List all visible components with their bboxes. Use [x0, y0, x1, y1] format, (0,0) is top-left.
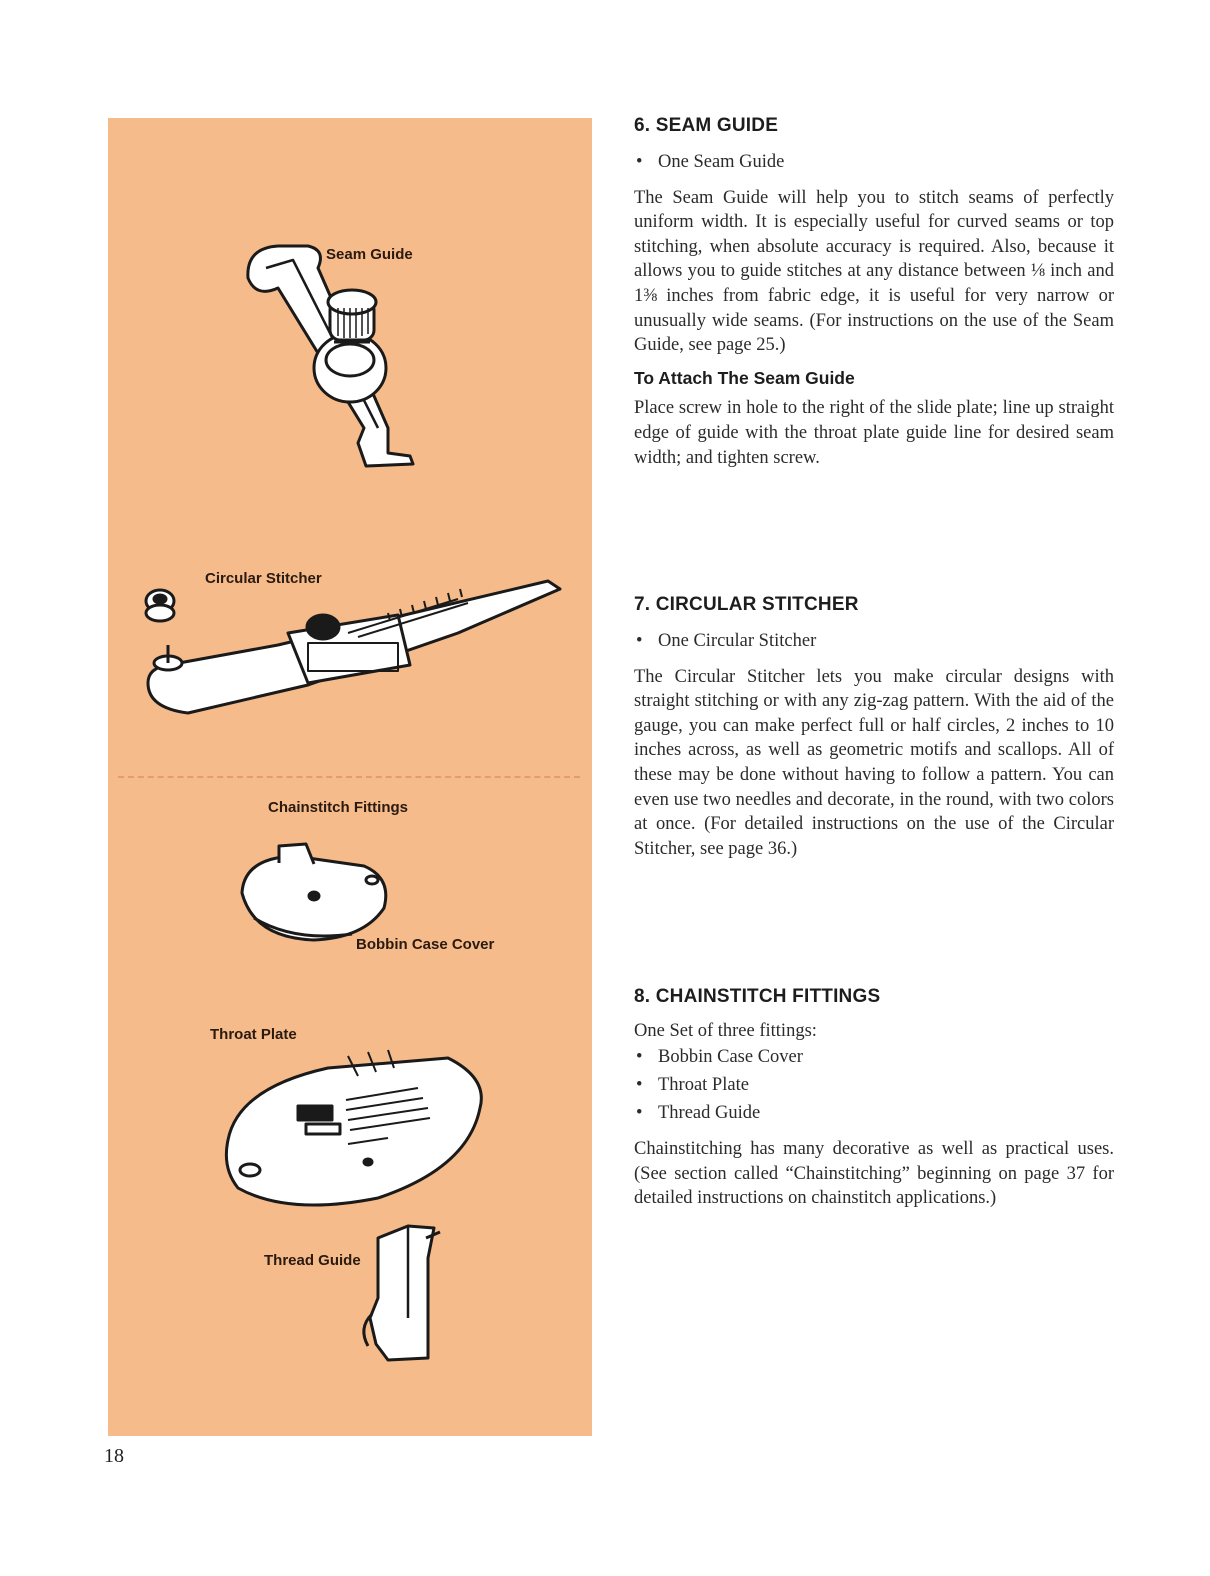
chainstitch-heading: 8. CHAINSTITCH FITTINGS [634, 986, 881, 1007]
circular-stitcher-bullets [634, 627, 1114, 655]
list-item: • Thread Guide [634, 1099, 1114, 1127]
circular-stitcher-caption: Circular Stitcher [205, 570, 322, 587]
seam-guide-heading: 6. SEAM GUIDE [634, 115, 779, 136]
list-item: • Throat Plate [634, 1071, 1114, 1099]
circular-stitcher-illustration [128, 573, 568, 723]
seam-guide-illustration [238, 238, 458, 478]
list-item: • One Circular Stitcher [634, 627, 1114, 655]
seam-guide-caption: Seam Guide [326, 246, 413, 263]
seam-guide-bullets [634, 148, 1114, 176]
chainstitch-bullets [634, 1043, 1114, 1127]
seam-guide-body: The Seam Guide will help you to stitch seams of perfectly uniform width. It is especially useful for curved seams or top stitching, when absolute accuracy is required. Also, because it allows you to guide stitches at any distance between ⅛ inch and 1⅜ inches from fabric edge, it is useful for very narrow or unusually wide seams. (For instructions on the use of the Seam Guide, see page 25.) [634, 187, 1114, 356]
circular-stitcher-section [634, 593, 1114, 867]
bobbin-case-cover-illustration [234, 838, 404, 948]
panel-divider [118, 776, 580, 778]
list-item: • Bobbin Case Cover [634, 1043, 1114, 1071]
throat-plate-illustration [218, 1048, 498, 1218]
attach-seam-guide-text: Place screw in hole to the right of the slide plate; line up straight edge of guide with the throat plate guide line for desired seam width; and tighten screw. [634, 398, 1114, 468]
chainstitch-body: Chainstitching has many decorative as well as practical uses. (See section called “Chainstitching” beginning on page 37 for detailed instructions on chainstitch applications.) [634, 1139, 1114, 1209]
attach-seam-guide-subheading: To Attach The Seam Guide [634, 367, 855, 388]
thread-guide-caption: Thread Guide [264, 1252, 361, 1269]
seam-guide-section [634, 114, 1114, 476]
page-number: 18 [104, 1445, 124, 1467]
illustration-panel [108, 118, 592, 1436]
list-item: • One Seam Guide [634, 148, 1114, 176]
chainstitch-fittings-caption: Chainstitch Fittings [268, 799, 408, 816]
chainstitch-section [634, 985, 1114, 1217]
circular-stitcher-body: The Circular Stitcher lets you make circular designs with straight stitching or with any zig-zag pattern. With the aid of the gauge, you can make perfect full or half circles, 2 inches to 10 inches across, as well as geometric motifs and scallops. All of these may be done without having to follow a pattern. You can even use two needles and decorate, in the round, with two colors at once. (For detailed instructions on the use of the Circular Stitcher, see page 36.) [634, 666, 1114, 859]
circular-stitcher-heading: 7. CIRCULAR STITCHER [634, 594, 859, 615]
throat-plate-caption: Throat Plate [210, 1026, 297, 1043]
thread-guide-illustration [348, 1218, 458, 1368]
bobbin-case-cover-caption: Bobbin Case Cover [356, 936, 495, 953]
chainstitch-intro: One Set of three fittings: [634, 1020, 817, 1041]
